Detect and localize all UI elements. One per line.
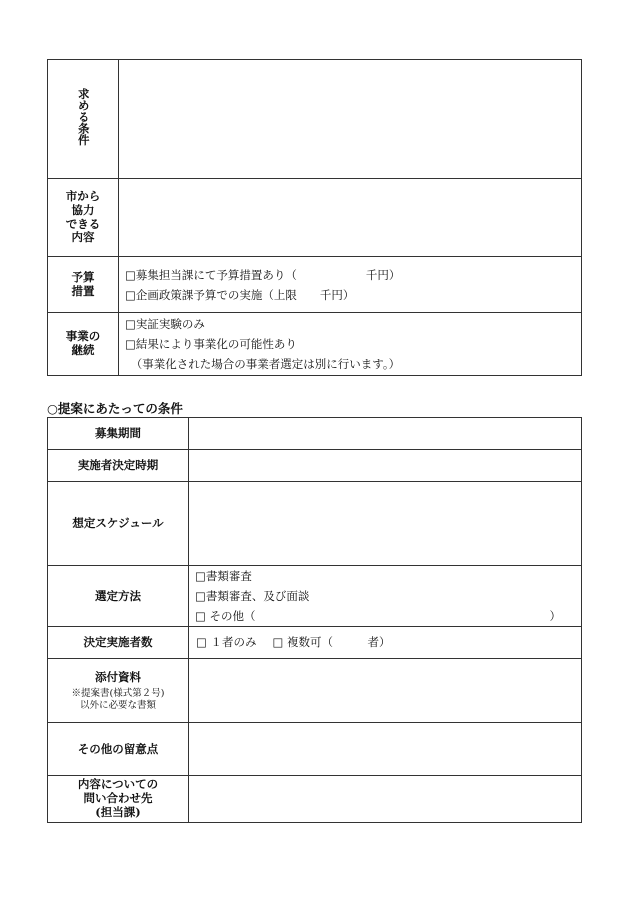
proposal-conditions-table [47,417,582,823]
attachments-row [48,659,582,723]
selection-other-close: ） [549,609,561,623]
continuation-label-line: 事業の [65,329,101,344]
selection-method-label: 選定方法 [48,566,189,627]
continuation-options [119,313,582,376]
selection-method-row [48,566,582,627]
other-notes-label: その他の留意点 [48,723,189,776]
contact-label-line: 内容についての [77,777,159,792]
continuation-label [48,313,119,376]
recruitment-period-input[interactable] [189,418,582,450]
attachments-note-line: 以外に必要な書類 [79,700,156,712]
city-support-row [48,179,582,257]
selection-method-options [189,566,582,627]
contact-label-line: 問い合わせ先 [83,791,153,806]
schedule-input[interactable] [189,482,582,566]
attachments-label: 添付資料 [95,669,141,684]
city-support-label-line: できる [65,216,101,231]
budget-label [48,257,119,313]
decision-time-row [48,450,582,482]
continuation-option-commercial-checkbox[interactable]: □結果により事業化の可能性あり [125,337,297,351]
section-title: ○提案にあたっての条件 [47,401,183,416]
requirements-label-cell [48,60,119,179]
requirements-label: 求める条件 [76,87,91,146]
city-support-label-line: 内容 [71,230,95,245]
requirements-input[interactable] [119,60,582,179]
budget-options [119,257,582,313]
budget-row [48,257,582,313]
contact-input[interactable] [189,776,582,823]
city-support-label-line: 市から [65,188,101,203]
decision-time-input[interactable] [189,450,582,482]
project-conditions-table [47,59,582,376]
contact-row [48,776,582,823]
continuation-note: （事業化された場合の事業者選定は別に行います。） [125,357,401,371]
other-notes-input[interactable] [189,723,582,776]
attachments-label-cell [48,659,189,723]
selection-interview-checkbox[interactable]: □書類審査、及び面談 [195,589,310,603]
selection-document-checkbox[interactable]: □書類審査 [195,569,252,583]
schedule-row [48,482,582,566]
budget-option-dept-checkbox[interactable]: □募集担当課にて予算措置あり（ 千円） [125,267,401,282]
selection-other-line [195,606,581,626]
budget-option-planning-checkbox[interactable]: □企画政策課予算での実施（上限 千円） [125,287,355,302]
other-notes-row [48,723,582,776]
recruitment-period-label: 募集期間 [48,418,189,450]
number-decided-row [48,627,582,659]
schedule-label: 想定スケジュール [48,482,189,566]
continuation-option-trial-checkbox[interactable]: □実証実験のみ [125,317,205,331]
number-one-checkbox[interactable]: □ １者のみ [196,635,257,650]
attachments-note-line: ※提案書(様式第２号) [71,688,165,700]
number-decided-label: 決定実施者数 [48,627,189,659]
city-support-label-line: 協力 [71,202,95,217]
attachments-input[interactable] [189,659,582,723]
continuation-label-line: 継続 [71,343,95,357]
requirements-row [48,60,582,179]
city-support-input[interactable] [119,179,582,257]
continuation-row [48,313,582,376]
budget-label-line: 予算 [71,269,95,284]
contact-label-line: (担当課) [95,804,141,819]
number-decided-options [189,627,582,659]
selection-other-checkbox[interactable]: □ その他（ [195,609,256,623]
decision-time-label: 実施者決定時期 [48,450,189,482]
number-multiple-checkbox[interactable]: □ 複数可（ 者） [272,635,391,650]
budget-label-line: 措置 [71,283,95,298]
recruitment-period-row [48,418,582,450]
city-support-label [48,179,119,257]
contact-label [48,776,189,823]
